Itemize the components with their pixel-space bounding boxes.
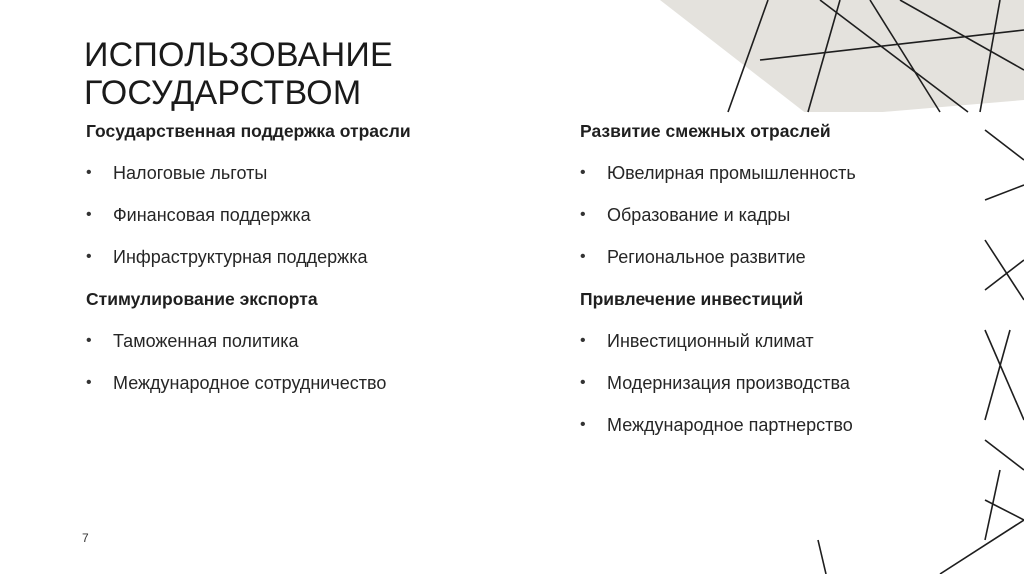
group-heading: Стимулирование экспорта	[86, 289, 318, 309]
list-item-text: Региональное развитие	[607, 247, 806, 267]
list-item-text: Финансовая поддержка	[113, 205, 311, 225]
list-item-text: Инфраструктурная поддержка	[113, 247, 368, 267]
bullet-dot: •	[86, 206, 92, 223]
bullet-list	[86, 163, 526, 267]
list-item-text: Международное партнерство	[607, 415, 853, 435]
bullet-dot: •	[580, 164, 586, 181]
bullet-dot: •	[580, 374, 586, 391]
list-item-text: Международное сотрудничество	[113, 373, 387, 393]
list-item	[580, 415, 980, 435]
list-item	[580, 163, 980, 183]
bullet-list	[580, 331, 980, 435]
page-number: 7	[82, 531, 89, 545]
bullet-dot: •	[86, 374, 92, 391]
list-item-text: Образование и кадры	[607, 205, 791, 225]
list-item-text: Инвестиционный климат	[607, 331, 814, 351]
bullet-list	[580, 163, 980, 267]
list-item	[580, 247, 980, 267]
list-item	[86, 205, 526, 225]
list-item	[86, 331, 526, 351]
bullet-dot: •	[86, 248, 92, 265]
group-related-industries	[580, 121, 980, 267]
bullet-dot: •	[580, 416, 586, 433]
bullet-dot: •	[580, 206, 586, 223]
list-item	[86, 373, 526, 393]
list-item-text: Модернизация производства	[607, 373, 850, 393]
list-item-text: Ювелирная промышленность	[607, 163, 856, 183]
list-item	[580, 373, 980, 393]
group-heading: Развитие смежных отраслей	[580, 121, 831, 141]
group-state-support	[86, 121, 526, 267]
bullet-dot: •	[86, 164, 92, 181]
list-item	[580, 205, 980, 225]
bullet-dot: •	[580, 332, 586, 349]
group-investment-attraction	[580, 289, 980, 435]
list-item-text: Налоговые льготы	[113, 163, 268, 183]
bullet-dot: •	[580, 248, 586, 265]
group-heading: Привлечение инвестиций	[580, 289, 804, 309]
slide-title	[84, 36, 393, 112]
list-item	[86, 163, 526, 183]
bullet-list	[86, 331, 526, 393]
slide-title-line-2: ГОСУДАРСТВОМ	[84, 74, 362, 112]
left-column	[86, 121, 526, 415]
group-heading: Государственная поддержка отрасли	[86, 121, 411, 141]
bullet-dot: •	[86, 332, 92, 349]
slide-title-line-1: ИСПОЛЬЗОВАНИЕ	[84, 36, 393, 74]
list-item	[86, 247, 526, 267]
right-column	[580, 121, 980, 457]
list-item	[580, 331, 980, 351]
list-item-text: Таможенная политика	[113, 331, 299, 351]
beige-corner-shape	[660, 0, 1024, 118]
group-export-stimulation	[86, 289, 526, 393]
